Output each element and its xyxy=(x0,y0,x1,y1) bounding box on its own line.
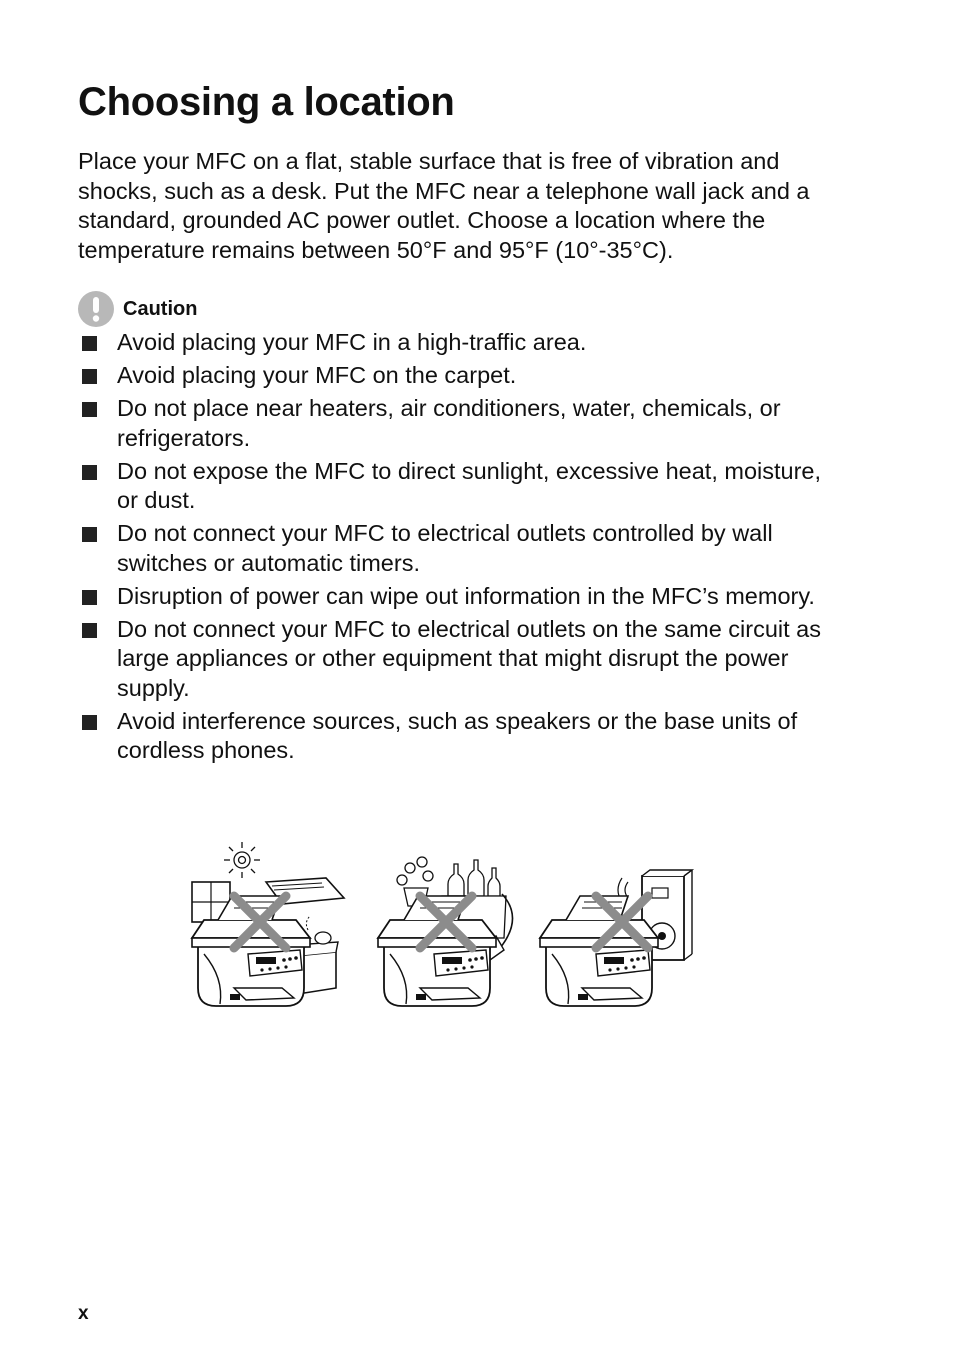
scene-water-chemicals xyxy=(378,857,513,1006)
caution-item xyxy=(78,361,838,391)
location-illustrations xyxy=(186,838,696,1014)
caution-item xyxy=(78,707,838,766)
caution-item xyxy=(78,457,838,516)
caution-item-text: Do not expose the MFC to direct sunlight, excessive heat, moisture, or dust. xyxy=(117,457,822,513)
bullet-square-icon xyxy=(82,527,97,542)
scene-heat-sunlight xyxy=(192,842,344,1006)
caution-item-text: Do not connect your MFC to electrical outlets on the same circuit as large appliances or other equipment that might disrupt the power supply. xyxy=(117,615,822,701)
bullet-square-icon xyxy=(82,465,97,480)
bullet-square-icon xyxy=(82,715,97,730)
bullet-square-icon xyxy=(82,402,97,417)
caution-item-text: Avoid placing your MFC in a high-traffic area. xyxy=(117,329,587,355)
caution-item xyxy=(78,328,838,358)
page-number: x xyxy=(78,1303,89,1324)
bullet-square-icon xyxy=(82,623,97,638)
caution-item-text: Avoid interference sources, such as speakers or the base units of cordless phones. xyxy=(117,707,798,763)
intro-paragraph: Place your MFC on a flat, stable surface that is free of vibration and shocks, such as a desk. Put the MFC near a telephone wall jack and a standard, grounded AC power outlet. Choose a location where the temperature remains between 50°F and 95°F (10°-35°C). xyxy=(78,148,810,263)
caution-item-text: Avoid placing your MFC on the carpet. xyxy=(117,362,517,388)
bullet-square-icon xyxy=(82,590,97,605)
page-title: Choosing a location xyxy=(78,80,455,124)
bullet-square-icon xyxy=(82,369,97,384)
caution-item xyxy=(78,615,838,704)
caution-label: Caution xyxy=(123,298,198,320)
caution-item-text: Do not connect your MFC to electrical outlets controlled by wall switches or automatic timers. xyxy=(117,520,773,576)
caution-item xyxy=(78,582,838,612)
bullet-square-icon xyxy=(82,336,97,351)
caution-item xyxy=(78,394,838,453)
caution-item-text: Disruption of power can wipe out information in the MFC’s memory. xyxy=(117,582,815,609)
exclamation-icon xyxy=(78,291,114,327)
caution-item xyxy=(78,519,838,578)
caution-list xyxy=(78,328,838,769)
scene-speaker-interference xyxy=(540,870,696,1006)
caution-item-text: Do not place near heaters, air conditioners, water, chemicals, or refrigerators. xyxy=(117,395,781,451)
caution-header xyxy=(78,291,197,327)
